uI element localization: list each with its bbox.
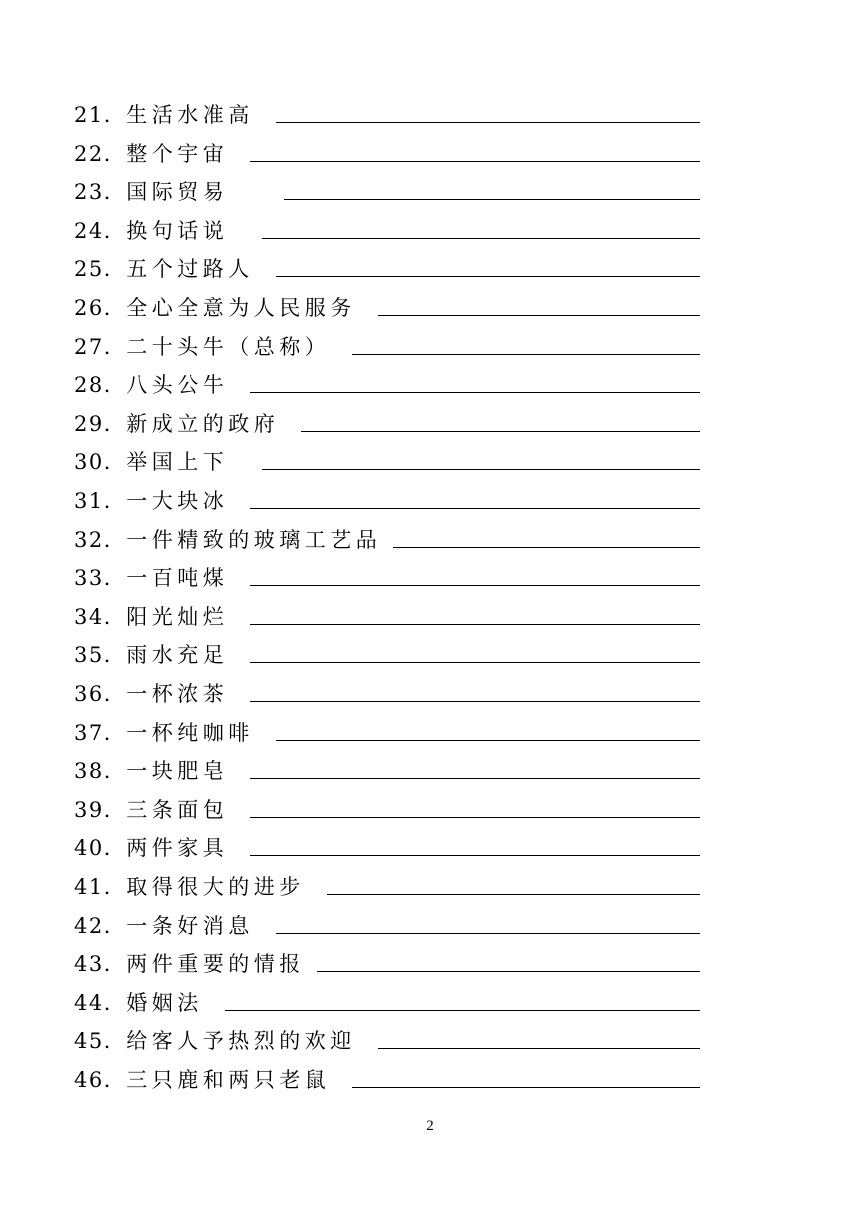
answer-blank[interactable] xyxy=(250,141,700,162)
list-item xyxy=(74,291,700,321)
item-phrase: 两件重要的情报 xyxy=(126,952,305,977)
item-number: 40． xyxy=(74,836,127,861)
item-phrase: 雨水充足 xyxy=(126,643,229,668)
answer-blank[interactable] xyxy=(250,681,700,702)
answer-blank[interactable] xyxy=(378,1028,700,1049)
list-item xyxy=(74,831,700,861)
item-number: 24． xyxy=(74,218,127,243)
list-item xyxy=(74,716,700,746)
list-item xyxy=(74,600,700,630)
list-item xyxy=(74,137,700,167)
answer-blank[interactable] xyxy=(250,488,700,509)
answer-blank[interactable] xyxy=(284,179,700,200)
answer-blank[interactable] xyxy=(393,527,700,548)
item-number: 44． xyxy=(74,990,127,1015)
item-phrase: 五个过路人 xyxy=(126,257,254,282)
answer-blank[interactable] xyxy=(250,565,700,586)
list-item xyxy=(74,523,700,553)
list-item xyxy=(74,330,700,360)
page-number: 2 xyxy=(426,1118,434,1134)
item-phrase: 一条好消息 xyxy=(126,913,254,938)
list-item xyxy=(74,407,700,437)
item-phrase: 一杯浓茶 xyxy=(126,682,229,706)
item-number: 26． xyxy=(74,296,127,320)
item-phrase: 阳光灿烂 xyxy=(126,604,229,629)
answer-blank[interactable] xyxy=(225,990,700,1011)
list-item xyxy=(74,947,700,977)
item-phrase: 取得很大的进步 xyxy=(126,875,305,899)
list-item xyxy=(74,98,700,128)
list-item xyxy=(74,754,700,784)
item-phrase: 两件家具 xyxy=(126,836,229,861)
list-item xyxy=(74,484,700,514)
list-item xyxy=(74,368,700,398)
item-phrase: 一件精致的玻璃工艺品 xyxy=(126,527,382,552)
answer-blank[interactable] xyxy=(250,835,700,856)
list-item xyxy=(74,870,700,900)
list-item xyxy=(74,1024,700,1054)
item-phrase: 全心全意为人民服务 xyxy=(126,296,356,320)
item-number: 43． xyxy=(74,952,127,977)
item-number: 34． xyxy=(74,604,127,629)
item-phrase: 给客人予热烈的欢迎 xyxy=(126,1029,356,1054)
list-item xyxy=(74,909,700,939)
item-phrase: 国际贸易 xyxy=(126,180,229,205)
item-number: 22． xyxy=(74,141,127,166)
list-item xyxy=(74,214,700,244)
answer-blank[interactable] xyxy=(276,256,700,277)
list-item xyxy=(74,175,700,205)
answer-blank[interactable] xyxy=(250,604,700,625)
item-number: 27． xyxy=(74,334,127,359)
item-number: 25． xyxy=(74,257,127,282)
answer-blank[interactable] xyxy=(250,642,700,663)
item-phrase: 婚姻法 xyxy=(126,990,203,1015)
item-phrase: 生活水准高 xyxy=(126,103,254,127)
item-number: 39． xyxy=(74,797,127,822)
item-number: 46． xyxy=(74,1068,127,1092)
list-item xyxy=(74,986,700,1016)
answer-blank[interactable] xyxy=(352,1067,700,1088)
answer-blank[interactable] xyxy=(250,758,700,779)
item-number: 29． xyxy=(74,411,127,436)
answer-blank[interactable] xyxy=(262,449,700,470)
list-item xyxy=(74,252,700,282)
item-phrase: 换句话说 xyxy=(126,218,229,243)
item-phrase: 一百吨煤 xyxy=(126,566,229,591)
item-number: 37． xyxy=(74,720,127,745)
item-phrase: 新成立的政府 xyxy=(126,411,280,436)
item-phrase: 一大块冰 xyxy=(126,489,229,513)
answer-blank[interactable] xyxy=(276,720,700,741)
item-number: 38． xyxy=(74,759,127,784)
item-number: 41． xyxy=(74,875,127,899)
item-phrase: 三条面包 xyxy=(126,797,229,822)
item-number: 30． xyxy=(74,450,127,475)
list-item xyxy=(74,677,700,707)
list-item xyxy=(74,1063,700,1093)
item-phrase: 三只鹿和两只老鼠 xyxy=(126,1068,331,1092)
answer-blank[interactable] xyxy=(301,411,700,432)
item-number: 32． xyxy=(74,527,127,552)
item-number: 23． xyxy=(74,180,127,205)
answer-blank[interactable] xyxy=(262,218,700,239)
answer-blank[interactable] xyxy=(352,334,700,355)
list-item xyxy=(74,445,700,475)
item-number: 42． xyxy=(74,913,127,938)
answer-blank[interactable] xyxy=(276,102,700,123)
item-number: 28． xyxy=(74,373,127,398)
answer-blank[interactable] xyxy=(250,372,700,393)
item-phrase: 八头公牛 xyxy=(126,373,229,398)
list-item xyxy=(74,561,700,591)
list-item xyxy=(74,793,700,823)
item-phrase: 一杯纯咖啡 xyxy=(126,720,254,745)
item-phrase: 一块肥皂 xyxy=(126,759,229,784)
item-phrase: 整个宇宙 xyxy=(126,141,229,166)
item-number: 33． xyxy=(74,566,127,591)
answer-blank[interactable] xyxy=(250,797,700,818)
answer-blank[interactable] xyxy=(276,913,700,934)
item-number: 31． xyxy=(74,489,127,513)
answer-blank[interactable] xyxy=(317,951,700,972)
answer-blank[interactable] xyxy=(327,874,700,895)
item-number: 21． xyxy=(74,103,127,127)
answer-blank[interactable] xyxy=(378,295,700,316)
item-number: 35． xyxy=(74,643,127,668)
item-number: 45． xyxy=(74,1029,127,1054)
item-phrase: 二十头牛（总称） xyxy=(126,334,331,359)
list-item xyxy=(74,638,700,668)
item-phrase: 举国上下 xyxy=(126,450,229,475)
item-number: 36． xyxy=(74,682,127,706)
